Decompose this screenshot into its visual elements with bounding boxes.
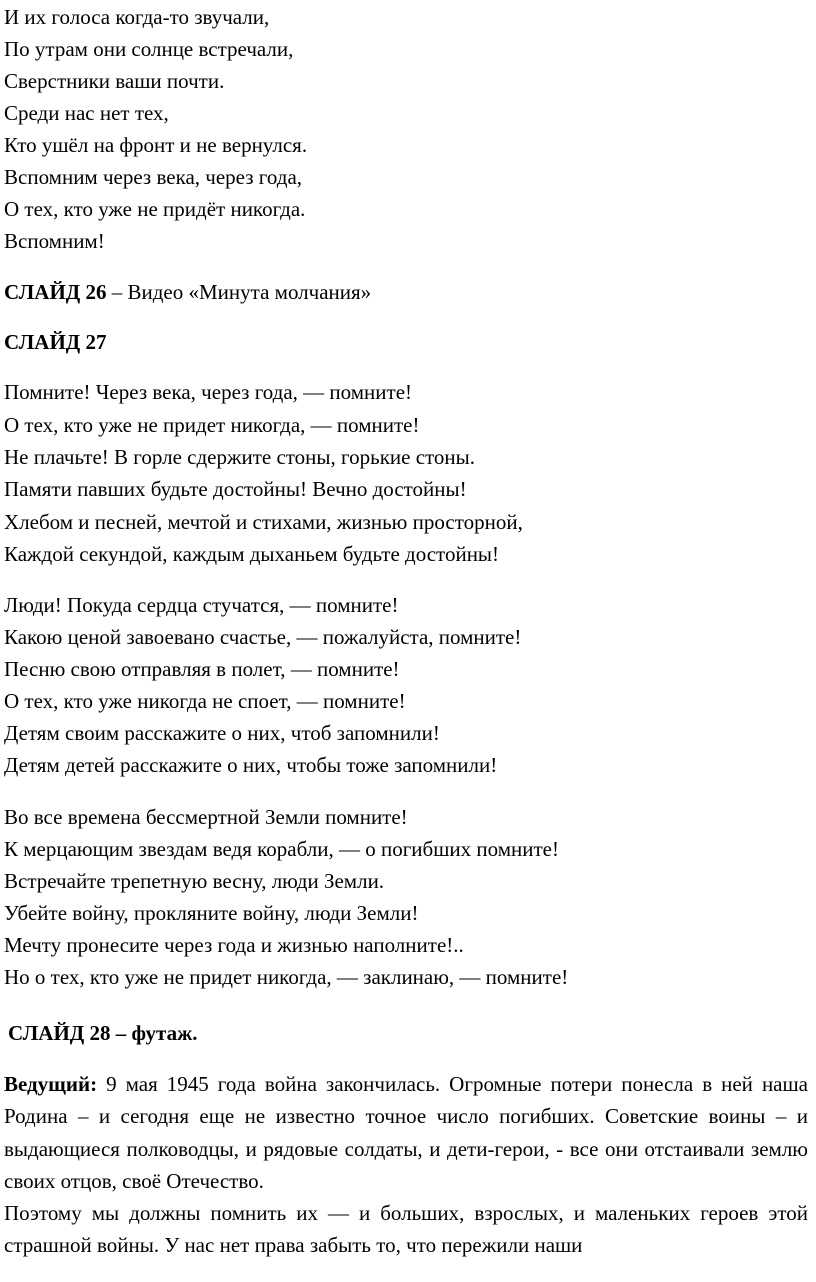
poem-line: Вспомним через века, через года,	[4, 165, 303, 189]
stanza-line: Песню свою отправляя в полет, — помните!	[4, 657, 400, 681]
poem-line: О тех, кто уже не придёт никогда.	[4, 197, 306, 221]
stanza-line: Хлебом и песней, мечтой и стихами, жизнью просторной,	[4, 510, 523, 534]
host-label: Ведущий:	[4, 1072, 98, 1096]
slide-28-heading: СЛАЙД 28 – футаж.	[8, 1021, 198, 1045]
slide-26-heading	[4, 277, 371, 307]
slide-27-heading: СЛАЙД 27	[4, 330, 107, 354]
stanza-line: Детям детей расскажите о них, чтобы тоже запомнили!	[4, 753, 498, 777]
stanza-line: Памяти павших будьте достойны! Вечно достойны!	[4, 477, 467, 501]
stanza-line: Люди! Покуда сердца стучатся, — помните!	[4, 593, 399, 617]
poem-line: Вспомним!	[4, 229, 105, 253]
stanza-line: Какою ценой завоевано счастье, — пожалуйста, помните!	[4, 625, 522, 649]
host-text: 9 мая 1945 года война закончилась. Огромные потери понесла в ней наша Родина – и сегодня еще не известно точное число погибших. Советские воины – и выдающиеся полководцы, и рядовые солдаты, и дети-герои, - все они отстаивали землю своих отцов, своё Отечество.	[4, 1072, 808, 1193]
poem-line: И их голоса когда-то звучали,	[4, 5, 270, 29]
stanza-line: Встречайте трепетную весну, люди Земли.	[4, 869, 385, 893]
poem-line: Кто ушёл на фронт и не вернулся.	[4, 133, 308, 157]
stanza-line: Во все времена бессмертной Земли помните!	[4, 805, 408, 829]
stanza-line: О тех, кто уже не придет никогда, — помните!	[4, 413, 420, 437]
poem-line: Среди нас нет тех,	[4, 101, 169, 125]
poem-line: Сверстники ваши почти.	[4, 69, 225, 93]
stanza-line: Мечту пронесите через года и жизнью наполните!..	[4, 933, 464, 957]
stanza-line: К мерцающим звездам ведя корабли, — о погибших помните!	[4, 837, 559, 861]
slide-26-text: – Видео «Минута молчания»	[106, 280, 372, 304]
stanza-line: Каждой секундой, каждым дыханьем будьте достойны!	[4, 542, 500, 566]
slide-26-label: СЛАЙД 26	[4, 280, 107, 304]
host-paragraph-2: Поэтому мы должны помнить их — и больших, взрослых, и маленьких героев этой страшной войны. У нас нет права забыть то, что пережили наши	[4, 1201, 808, 1258]
stanza-line: Не плачьте! В горле сдержите стоны, горькие стоны.	[4, 445, 476, 469]
stanza-line: Убейте войну, прокляните войну, люди Земли!	[4, 901, 419, 925]
stanza-line: Но о тех, кто уже не придет никогда, — заклинаю, — помните!	[4, 965, 569, 989]
poem-line: По утрам они солнце встречали,	[4, 37, 294, 61]
stanza-line: Помните! Через века, через года, — помните!	[4, 380, 413, 404]
stanza-line: О тех, кто уже никогда не споет, — помните!	[4, 689, 406, 713]
stanza-line: Детям своим расскажите о них, чтоб запомнили!	[4, 721, 440, 745]
host-paragraph	[4, 1068, 808, 1197]
